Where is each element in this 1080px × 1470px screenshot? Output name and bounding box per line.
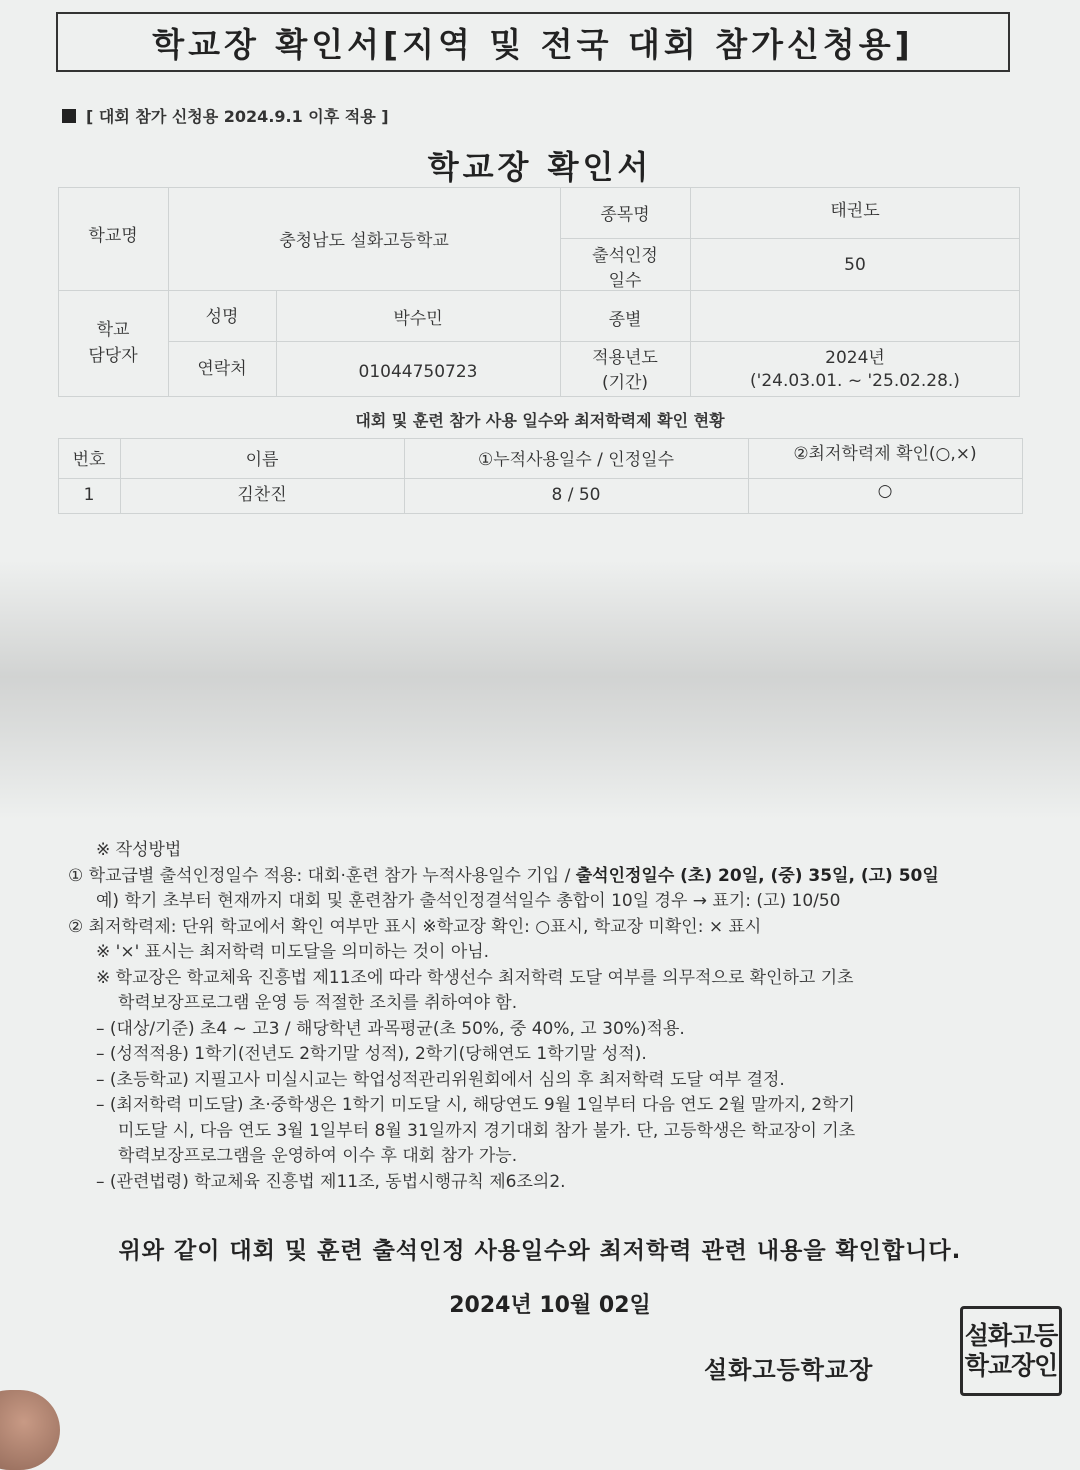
instruction-line: 미도달 시, 다음 연도 3월 1일부터 8월 31일까지 경기대회 참가 불가. 단, 고등학생은 학교장이 기초 <box>118 1120 856 1141</box>
manager-name-label: 성명 <box>205 307 239 328</box>
paper-shadow <box>0 560 1080 820</box>
instruction-line: – (성적적용) 1학기(전년도 2학기말 성적), 2학기(당해연도 1학기말 성적). <box>96 1044 647 1064</box>
seal-line: 학교장인 <box>964 1351 1058 1380</box>
square-bullet-icon <box>62 109 76 123</box>
principal-seal-stamp <box>960 1306 1062 1396</box>
header-minimum-academic: ②최저학력제 확인(○,×) <box>793 444 977 465</box>
instruction-line: ※ 학교장은 학교체육 진흥법 제11조에 따라 학생선수 최저학력 도달 여부를 의무적으로 확인하고 기초 <box>96 967 854 988</box>
instruction-line: – (초등학교) 지필고사 미실시교는 학업성적관리위원회에서 심의 후 최저학력 도달 여부 결정. <box>96 1069 785 1090</box>
manager-name-value: 박수민 <box>393 309 443 330</box>
sport-label: 종목명 <box>600 205 650 226</box>
applied-year-value: 2024년 <box>825 348 885 369</box>
school-manager-label: 학교 담당자 <box>88 320 138 366</box>
instruction-line: 예) 학기 초부터 현재까지 대회 및 훈련참가 출석인정결석일수 총합이 10일 경우 → 표기: (고) 10/50 <box>96 891 841 911</box>
issue-date: 2024년 10월 02일 <box>449 1293 651 1318</box>
status-table <box>58 438 1023 514</box>
row-days-used: 8 / 50 <box>551 485 601 506</box>
confirmation-statement: 위와 같이 대회 및 훈련 출석인정 사용일수와 최저학력 관련 내용을 확인합니다. <box>118 1238 962 1264</box>
instruction-line: – (최저학력 미도달) 초·중학생은 1학기 미도달 시, 해당연도 9월 1일부터 다음 연도 2월 말까지, 2학기 <box>96 1095 855 1115</box>
instruction-bold-text: 출석인정일수 (초) 20일, (중) 35일, (고) 50일 <box>575 865 939 886</box>
contact-label: 연락처 <box>197 359 247 380</box>
table-line <box>1022 438 1023 514</box>
instruction-line: – (대상/기준) 초4 ~ 고3 / 해당학년 과목평균(초 50%, 중 40%, 고 30%)적용. <box>96 1018 685 1039</box>
instruction-line: – (관련법령) 학교체육 진흥법 제11조, 동법시행규칙 제6조의2. <box>96 1171 566 1192</box>
instruction-line <box>68 864 1058 890</box>
school-name-label: 학교명 <box>88 226 138 247</box>
principal-name: 설화고등학교장 <box>704 1356 874 1384</box>
category-label: 종별 <box>608 310 642 331</box>
instruction-line: 학력보장프로그램 운영 등 적절한 조치를 취하여야 함. <box>118 993 518 1013</box>
header-accumulated-days: ①누적사용일수 / 인정일수 <box>478 450 674 471</box>
attendance-days-value: 50 <box>844 255 866 276</box>
writing-instructions <box>68 838 1058 1195</box>
instruction-line: ② 최저학력제: 단위 학교에서 확인 여부만 표시 ※학교장 확인: ○표시, 학교장 미확인: × 표시 <box>68 916 762 937</box>
instructions-title: ※ 작성방법 <box>96 840 182 860</box>
header-number: 번호 <box>72 450 106 471</box>
header-name: 이름 <box>245 450 279 471</box>
row-student-name: 김찬진 <box>237 485 287 506</box>
status-section-heading: 대회 및 훈련 참가 사용 일수와 최저학력제 확인 현황 <box>355 411 725 430</box>
application-notice <box>62 104 389 127</box>
attendance-days-label: 출석인정 일수 <box>592 245 658 291</box>
document-title: 학교장 확인서 <box>427 148 653 186</box>
notice-text: [ 대회 참가 신청용 2024.9.1 이후 적용 ] <box>86 107 389 126</box>
instruction-text: ① 학교급별 출석인정일수 적용: 대회·훈련 참가 누적사용일수 기입 / <box>68 865 576 886</box>
sport-value: 태권도 <box>830 201 880 222</box>
finger-in-photo <box>0 1390 60 1470</box>
school-info-table <box>58 187 1020 397</box>
row-number: 1 <box>83 485 95 506</box>
instruction-line: 학력보장프로그램을 운영하여 이수 후 대회 참가 가능. <box>118 1146 518 1166</box>
applied-year-label: 적용년도 (기간) <box>592 347 658 393</box>
applied-period-value: ('24.03.01. ~ '25.02.28.) <box>750 371 960 391</box>
applied-year-value-cell <box>690 343 1020 397</box>
form-title-box: 학교장 확인서[지역 및 전국 대회 참가신청용] <box>56 12 1010 72</box>
seal-line: 설화고등 <box>964 1321 1058 1350</box>
instruction-line: ※ '×' 표시는 최저학력 미도달을 의미하는 것이 아님. <box>96 942 490 962</box>
row-minimum-academic-check: ○ <box>877 481 893 502</box>
category-value <box>690 297 1020 345</box>
school-name-value: 충청남도 설화고등학교 <box>279 231 449 252</box>
contact-value: 01044750723 <box>358 362 478 383</box>
